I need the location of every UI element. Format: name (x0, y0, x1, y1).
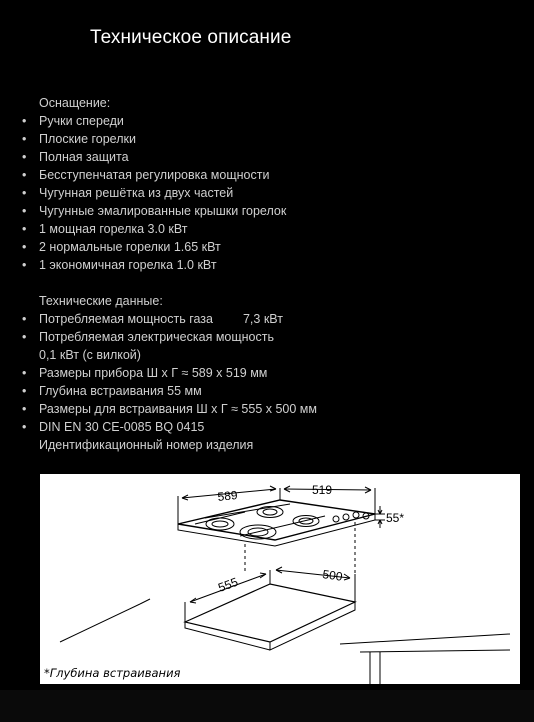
cut-width-label: 555 (216, 574, 240, 595)
list-item: • Чугунная решётка из двух частей (22, 186, 234, 200)
cut-depth-label: 500 (321, 567, 344, 584)
bullet-icon: • (22, 186, 27, 200)
bullet-icon: • (22, 204, 27, 218)
list-item: • Размеры прибора Ш х Г ≈ 589 х 519 мм (22, 366, 268, 380)
bullet-icon: • (22, 366, 27, 380)
dim-depth-label: 519 (312, 483, 333, 497)
list-item: • Полная защита (22, 150, 129, 164)
tech-section (20, 292, 520, 454)
page-title: Техническое описание (90, 27, 292, 48)
list-item: • Потребляемая электрическая мощность (22, 330, 274, 344)
dim-height-label: 55* (386, 511, 405, 525)
tech-heading: Технические данные: (39, 294, 163, 308)
bullet-icon: • (22, 240, 27, 254)
bullet-icon: • (22, 222, 27, 236)
bullet-icon: • (22, 258, 27, 272)
bullet-icon: • (22, 150, 27, 164)
dim-width-label: 589 (216, 487, 239, 504)
bullet-icon: • (22, 384, 27, 398)
gas-power-value: 7,3 кВт (242, 312, 283, 326)
list-item: • 2 нормальные горелки 1.65 кВт (22, 240, 221, 254)
bullet-icon: • (22, 114, 27, 128)
list-item (20, 310, 520, 328)
equipment-section (20, 94, 520, 274)
gas-power-label: Потребляемая мощность газа (39, 312, 213, 326)
installation-diagram (40, 474, 520, 684)
list-item: • Ручки спереди (22, 114, 124, 128)
bullet-icon: • (22, 312, 27, 326)
list-item-continuation: Идентификационный номер изделия (39, 438, 254, 452)
equipment-list (20, 112, 520, 274)
bullet-icon: • (22, 402, 27, 416)
bullet-icon: • (22, 330, 27, 344)
diagram-footnote: *Глубина встраивания (44, 666, 181, 680)
list-item: • DIN EN 30 CE-0085 BQ 0415 (22, 420, 205, 434)
bullet-icon: • (22, 132, 27, 146)
tech-list (20, 310, 520, 454)
list-item: • Бесступенчатая регулировка мощности (22, 168, 270, 182)
list-item: • Чугунные эмалированные крышки горелок (22, 204, 287, 218)
list-item: • 1 мощная горелка 3.0 кВт (22, 222, 188, 236)
bottom-strip (0, 690, 534, 722)
bullet-icon: • (22, 420, 27, 434)
list-item: • 1 экономичная горелка 1.0 кВт (22, 258, 217, 272)
bullet-icon: • (22, 168, 27, 182)
hob-drawing (40, 474, 520, 684)
list-item: • Плоские горелки (22, 132, 136, 146)
list-item: • Глубина встраивания 55 мм (22, 384, 202, 398)
equipment-heading: Оснащение: (39, 96, 111, 110)
list-item-continuation: 0,1 кВт (с вилкой) (39, 348, 141, 362)
list-item: • Размеры для встраивания Ш х Г ≈ 555 х 500 мм (22, 402, 317, 416)
